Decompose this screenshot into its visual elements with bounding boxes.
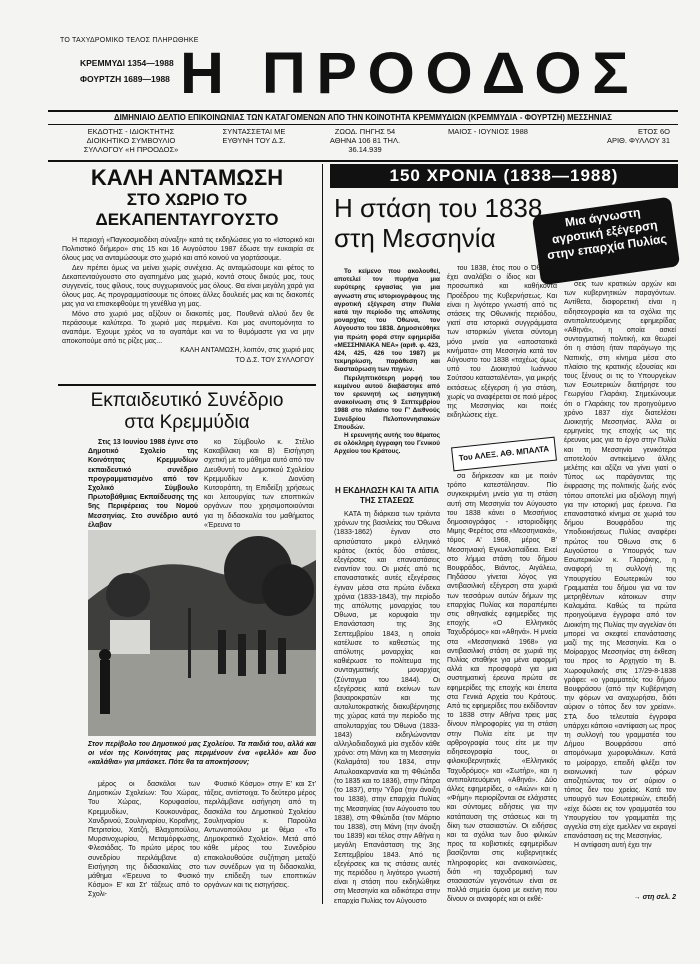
article3-column-b [447, 264, 557, 440]
article2-paragraph: μέρος οι δασκάλοι των Δημοτικών Σχολείων: Του Χώρας, Του Χώρας, Κορυφασίου, Κρεμμυδίων, Κουκουνάρας, Χανδρινού, Σουληναρίου, Κοραΐνης, Πετριτσίου, Χατζή, Βλαχοπούλου, Μυρσινοχωρίου, Μεταμόρφωσης, Φλεσιάδας. Το πρώτο μέρος του συνεδρίου περιλάμβανε α) Εισήγηση της διδασκαλίας στο μάθημα «Έρευνα το Φυσικό Κόσμο» Ε' και Στ' τάξεως από το Σχολι- [88, 781, 200, 899]
callout-box: Μια άγνωστη αγροτική εξέγερση στην επαρχία Πυλίας [532, 197, 680, 286]
photo-caption: Στον περίβολο του Δημοτικού μας Σχολείου. Τα παιδιά του, αλλά και οι νέοι της Κοινότητας μας περιμένουν ένα «φελλό» και δυο «καλάθια» για μπάσκετ. Πότε θα τα αποκτήσουν; [88, 741, 316, 766]
continued-note: → στη σελ. 2 [633, 894, 676, 901]
article2-column-d [204, 780, 316, 902]
article3-paragraph: σα διήρκεσαν και με ποιόν τρόπο κατεστάλησαν. Πίο συγκεκριμένη μνεία για τη στάση αυτή στη Μεσσηνία τον Αύγουστο του 1838 κάνει ο Μεσσήνιος δημοσιογράφος - ιστοριοδίφης Μιμης Φερέτος στα «Μεσσηνιακά», τόμος Α' 1968, μέρος Β' Μεσσηνιακή Εγκυκλοπαίδεια. Εκεί στο λήμμα στάση του δήμου Βουφράδος, Βιάντος, Αιγάλεω, Πηδάσου γίνεται λόγος για αντιβασιλική εξέγερση στα χωριά των τεσσάρων αυτών δήμων της επαρχίας Πυλίας και παραπέμπει στις αθηναϊκές εφημερίδες της εποχής «Ο Ελληνικός Ταχυδρόμος» και «Αθηνά». Η μνεία στα «Μεσσηνιακά 1968» για αντιβασιλική στάση σε χωριά της Πυλίας σταθήκε για μένα αφορμή αλλά και προσφορά για μια συστηματική έρευνα πρώτα σε εφημερίδες της εποχής και έπειτα στα Γενικά Αρχεία του Κράτους. Από τις εφημερίδες που εκδίδονταν το 1838 στην Αθήνα τρεις μας δίνουν πληροφορίες για τη στάση στην Πυλία είτε με την αρθρογραφία τους είτε με την ειδησεογραφία τους, οι φιλοκυβερνητικές «Ελληνικός Ταχυδρόμος» και «Σωτήρ», και η αντιπολιτευόμενη «Αθηνά». Δύο άλλες εφημερίδες, ο «Αιών» και η «Φήμη» περιορίζονται σε ελάχιστες και σύντομες ειδήσεις για την κατάπαυση της στάσεως και τη δίκη των στασιαστών. Οι ειδήσεις και τα σχόλια των δυο φιλικών προς τα κοβιστικές εφημερίδων βασίζονται στις κυβερνητικές πληροφορίες και ανακοινώσεις, διότι «η ταχυδρομική των στασιαστών γεγονότων είναι σε πολλά σημεία όμοια με εκείνη που δίνουν οι αναφορές και οι εκθέ- [447, 473, 557, 904]
author-byline: Του ΑΛΕΞ. ΑΘ. ΜΠΑΛΤΑ [451, 437, 557, 472]
address-info: ΖΩΟΔ. ΠΗΓΗΣ 54 ΑΘΗΝΑ 106 81 ΤΗΛ. 36.14.939 [329, 127, 401, 154]
article1-closing: ΚΑΛΗ ΑΝΤΑΜΩΣΗ, λοιπόν, στις χωριό μας [180, 347, 314, 355]
population-kremmydi: ΚΡΕΜΜΥΔΙ 1354—1988 [80, 58, 174, 68]
article1-paragraph: Η περιοχή «Παγκοσμιοδέκη σύναξη» κατά τις εκδηλώσεις για το «Ιστορικό και Πολιτιστικό διήμερο» στις 15 και 16 Αυγούστου 1987 έδωσε την ευκαιρία σε όλους μας να ανταμώσουμε στο χωριό και από κοινού να γιορτάσουμε. [62, 237, 314, 263]
article3-intro [334, 268, 440, 480]
article1-body [62, 236, 314, 376]
article1-paragraph: Δεν πρέπει όμως να μείνει χωρίς συνέχεια. Ας ανταμώσουμε και φέτος το Δεκαπενταύγουστο στο αγαπημένο μας χωριό, κοντά στους δικούς μας, τους συγγενείς, τους φίλους, τους συγχωριανούς μας όλους. Θα είναι μεγάλη χαρά για όλους μας. Ας προγραμματίσουμε τις όποιες άλλες δουλειές μας και τις διακοπές μας για να επισκεφθούμε τη γενέθλια γη μας. [62, 264, 314, 309]
year-number: ΕΤΟΣ 6Ο [637, 127, 670, 136]
article1-title-line1: ΚΑΛΗ ΑΝΤΑΜΩΣΗ [90, 165, 284, 190]
article3-intro-paragraph: Περιληπτικότερη μορφή του κειμένου αυτού διαβάστηκε από τον ερευνητή ως εισηγητική ανακοίνωση στις 9 Σεπτεμβρίου 1988 στο πλαίσιο του Γ' Διεθνούς Συνεδρίου Πελοποννησιακών Σπουδών. [334, 374, 440, 431]
school-yard-photo [88, 530, 316, 736]
article3-intro-paragraph: Η ερευνητής αυτής του θέματος σε ολόκληρη έγγραφη του Γενικού Αρχείου του Κράτους. [334, 432, 440, 456]
article2-column-c [88, 780, 200, 902]
anniversary-banner: 150 ΧΡΟΝΙΑ (1838—1988) [330, 164, 678, 188]
article3-title-line1: Η στάση του 1838 [334, 193, 543, 223]
article1-signature: ΤΟ Δ.Σ. ΤΟΥ ΣΥΛΛΟΓΟΥ [235, 356, 314, 364]
article3-paragraph: Η αντίφαση αυτή έχει την [574, 842, 652, 850]
article2-title-line2: στα Κρεμμύδια [124, 412, 250, 433]
issue-period: ΜΑΙΟΣ - ΙΟΥΝΙΟΣ 1988 [448, 127, 528, 136]
article3-title-line2: στη Μεσσηνία [334, 223, 496, 253]
article2-paragraph: Στις 13 Ιουνίου 1988 έγινε στο Δημοτικό Σχολείο της Κοινότητας Κρεμμυδίων εκπαιδευτικό συνέδριο προγραμματισμένο από τον Σχολικό Σύμβουλο Πρωτοβάθμιας Εκπαίδευσης της 5ης Περιφέρειας του Νομού Μεσσηνίας. Στο συνέδριο αυτό έλαβαν [88, 439, 198, 528]
postage-note: ΤΟ ΤΑΧΥΔΡΟΜΙΚΟ ΤΕΛΟΣ ΠΛΗΡΩΘΗΚΕ [60, 37, 199, 44]
article3-paragraph: ΚΑΤΑ τη διάρκεια των τριάντα χρόνων της βασιλείας του Όθωνα (1833-1862) έγιναν στο αρτισύστατο μικρό ελληνικό κράτος (εκτός δύο στάσεις, εξεγέρσεις και επαναστάσεις εναντίον του. Οι μισές από τις επαναστατικές αυτές εξεγέρσεις έγιναν μέσα στα πρώτα ένδεκα χρόνια (1833-1843), την περίοδο της απόλυτης μοναρχίας του Όθωνα, με κορυφαία την Επανάσταση της 3ης Σεπτεμβρίου 1843, η οποία κατέλυσε το καθεστώς της απόλυτης μοναρχίας και καθιέρωσε το πολίτευμα της συνταγματικής μοναρχίας (Σύνταγμα του 1844). Οι εξεγέρσεις κατά εκείνων των βαυαροκρατών και της αυτολυτοκρατικής διακυβέρνησης της χώρας κατά την περίοδο της απολυταρχίας του Όθωνα (1833-1843) εκδηλώνονταν αλληλοδιαδοχικά μία σχεδόν κάθε χρόνο: στη Μάνη και τη Μεσσηνία (Καλαμάτα) του 1834, στην Αιτωλοακαρνανία και τη Φθιώτιδα (το 1835 και το 1836), στην Πάτρα (το 1837), στην Ύδρα (την άνοιξη του 1838), στην επαρχία Πυλίας της Μεσσηνίας (τον Αύγουστο του 1838), στη Φθιώτιδα (τον Μάρτιο του 1838), στη Μάνη (την άνοιξη του 1839) και τέλος στην Αθήνα η μεγάλη Επανάσταση της 3ης Σεπτεμβρίου 1843. Από τις εξεγέρσεις και τις στάσεις αυτές της περιόδου η λιγότερο γνωστή είναι η στάση που εκδηλώθηκε στη Μεσσηνία και ειδικότερα στην επαρχία Πυλίας τον Αύγουστο [334, 511, 440, 904]
publisher-info: ΕΚΔΟΤΗΣ - ΙΔΙΟΚΤΗΤΗΣ ΔΙΟΙΚΗΤΙΚΟ ΣΥΜΒΟΥΛΙΟ ΣΥΛΛΟΓΟΥ «Η ΠΡΟΟΔΟΣ» [83, 127, 179, 154]
article1-title-line2: ΣΤΟ ΧΩΡΙΟ ΤΟ [126, 190, 248, 209]
issue-number: ΑΡΙΘ. ΦΥΛΛΟΥ 31 [606, 136, 670, 145]
article2-paragraph: κο Σύμβουλο κ. Στέλιο Κακαβίλακη και Β) Εισήγηση σχετική με το μάθημα αυτό από τον Διευθυντή του Δημοτικού Σχολείου Κρεμμυδίων κ. Διονύση Κυτσοράπη, τη Επιδείξη χρήσεως και λειτουργίας των εποπτικών οργάνων που χρησιμοποιούνται για τη διδασκαλία του μαθήματος «Έρευνα το [204, 439, 314, 528]
article2-column-a [88, 438, 198, 528]
article3-paragraph: σεις των κρατικών αρχών και των κυβερνητικών παραγόντων. Αντίθετα, διαφορετική είναι η ειδησεογραφία και τα σχόλια της αντιπολιτευόμενης εφημερίδας «Αθηνά», η οποία ασκεί συνταγματική πολιτική, και θεωρεί ότι η στάση ήταν παράγωγο της Ναπικής, στη κίνημα μέσα στο πλαίσιο της κρατικής εξουσίας και τους ξένους οι τις το Υπουργείων των Εσωτερικών διατήρησε του Γεωργίου Γλαράκη. Σημειώνουμε ότι ο Γλαράκης τον προηγούμενο χρόνο 1837 είχε διατελέσει Διοικητής Μεσσηνίας. Άλλα οι ερμηνείες της εποχής ως της έρευνας μας για το έργο στην Πυλία και τη Μεσσηνία γενικότερα αποτελούν αντικείμενο άλλης μελέτης και αξίζει να γίνει γιατί ο Τύπος ως παράγοντας της έκφρασης της πολιτικής ζωής ενός τόπου αποτελεί μια αξιόλογη πηγή για την ιστορική μας έρευνα. Για επαναστατικό κίνημα σε χωριά του δήμου Βουφράδου της Υποδιοικήσεως Πυλίας αναφέρει πρώτος του Όθωνα στις 6 Αυγούστου ο Υπουργός των Εσωτερικών κ. Γλαράκης, η αναφορή τη συλλογή της Υπουργείου Εσωτερικών του Γραμματέα του δήμου για να τον μετρηθέντων κάτοικων στην Καλαμάτα. Καθώς τα πρώτα προηγούμενα έγγραφα από τον Διοικήτη της Πυλίας την αγγελίαν ότι μπορεί να σκεφτεί επανάστασης μαζί της της Μεσσηνία. Και ο Μοίραρχος Μεσσηνίας στη έκθεση του προς το Αρχηγείο τη Β. Χωροφυλακής στις 17/29-8-1838 γράφει: «ο γραμματεύς του δήμου Βουφράσου (από την Κυβέρνηση την φόρων να αναχωρήσει, διότι αύριον ο τόπος δεν τον χρείαν». ΣΤΑ δυο τελευταία έγγραφα υπάρχει κάποιο «αντίφαση ως προς τη συλλογή του γραμματέα του Δήμου Βουφράσου από απομόνωμα χωροφυλάκων. Κατά το μοίραρχο, επειδή φλέξει τον εκοινωνική των φόρων αποζητώντας τον στ' αύριον ο τόπος δεν του χρείας. Κατά τον υπουργό των Εσωτερικών, επειδή «είχε δώσει εις τον γραμματέα του Υπουργείου τον γραμματέα της αγγελία στη είχε εμελλεν να εκραγεί επανάσταση εις της Μεσσηνίας. [564, 281, 676, 841]
population-fourtzi: ΦΟΥΡΤΖΗ 1689—1988 [80, 74, 170, 84]
newspaper-title: Η ΠΡΟΟΔΟΣ [180, 41, 640, 106]
article3-column-a [334, 510, 440, 904]
article3-column-c [564, 280, 676, 892]
article1-title-line3: ΔΕΚΑΠΕΝΤΑΥΓΟΥΣΤΟ [95, 210, 279, 229]
article2-paragraph: Φυσικό Κόσμο» στην Ε' και Στ' τάξεις, αντίστοιχα. Το δεύτερο μέρος περιλάμβανε εισήγηση από τη δασκάλα του Δημοτικού Σχολείου Σουληναρίου κ. Παρούλα Αντωνοπούλου με θέμα «Το Δημοκρατικό Σχολείο». Μετά από κάθε μέρος του Συνεδρίου επακολουθούσε συζήτηση μεταξύ των συνέδρων για τη διδασκαλία, την επίδειξη των εποπτικών οργάνων και τις εισηγήσεις. [204, 781, 316, 890]
article2-title-line1: Εκπαιδευτικό Συνέδριο [90, 390, 284, 411]
article3-intro-paragraph: Το κείμενο που ακολουθεί, αποτελεί τον πυρήνα μια ευρύτερης εργασίας για μια αγνωστη στις ιστοριογράφους της αγροτική εξέγερση στην Πυλία κατά την περίοδο της απόλυτης μοναρχίας του Όθωνα, τον Αύγουστο του 1838. Δημοσιεύθηκε για πρώτη φορά στην εφημερίδα «ΜΕΣΣΗΝΙΑΚΑ ΝΕΑ» (αριθ. φ. 423, 424, 425, 426 του 1987) με τεκμηρίωση, παράθεση και διασταύρωση των πηγών. [334, 268, 440, 374]
article3-subhead: Η ΕΚΔΗΛΩΣΗ ΚΑΙ ΤΑ ΑΙΤΙΑ ΤΗΣ ΣΤΑΣΕΩΣ [334, 486, 440, 505]
article2-column-b [204, 438, 314, 528]
article3-column-b2 [447, 472, 557, 904]
article1-paragraph: Μόνο στο χωριό μας αξίζουν οι διακοπές μας. Πουθενά αλλού δεν θε περάσουμε καλύτερα. Το χωριό μας περιμένει. Και μας ανυπομόνητα το αναπάμε. Έχουμε χρέος να το αγαπάμε και να το θυμόμαστε για να μην αποκοπούμε από τις ρίζες μας... [62, 310, 314, 346]
newspaper-subtitle: ΔΙΜΗΝΙΑΙΟ ΔΕΛΤΙΟ ΕΠΙΚΟΙΝΩΝΙΑΣ ΤΩΝ ΚΑΤΑΓΟΜΕΝΩΝ ΑΠΟ ΤΗΝ ΚΟΙΝΟΤΗΤΑ ΚΡΕΜΜΥΔΙΩΝ (ΚΡΕΜΜΥΔΙΑ - ΦΟΥΡΤΖΗ) ΜΕΣΣΗΝΙΑΣ [114, 113, 612, 122]
editors-info: ΣΥΝΤΑΣΣΕΤΑΙ ΜΕ ΕΥΘΥΝΗ ΤΟΥ Δ.Σ. [222, 127, 286, 145]
article3-paragraph: του 1838, έτος που ο Όθωνας έχει αναλάβει ο ίδιος και ασκεί προσωπικά και καθήκοντα Προέδρου της Κυβερνήσεως. Και είναι η λιγότερο γνωστή από τις στάσεις της Οθωνικής περιόδου, γιατί στα ιστορικά συγγράμματα των ιστορικών γίνεται σύντομη μόνο μνεία για «αποστατικά κινήματα» στη Μεσσηνία κατά τον Αύγουστο του 1838 «ταχέως όμως υπό του Διοικητού Ιωάννου Σούτσου κατασταλέντα», για μικρής εκτάσεως εξέγερση ή για στάση, χωρίς να αναφέρεται σε ποιό μέρος της Μεσσηνίας και ποιές εκδηλώσεις είχε. [447, 265, 557, 420]
